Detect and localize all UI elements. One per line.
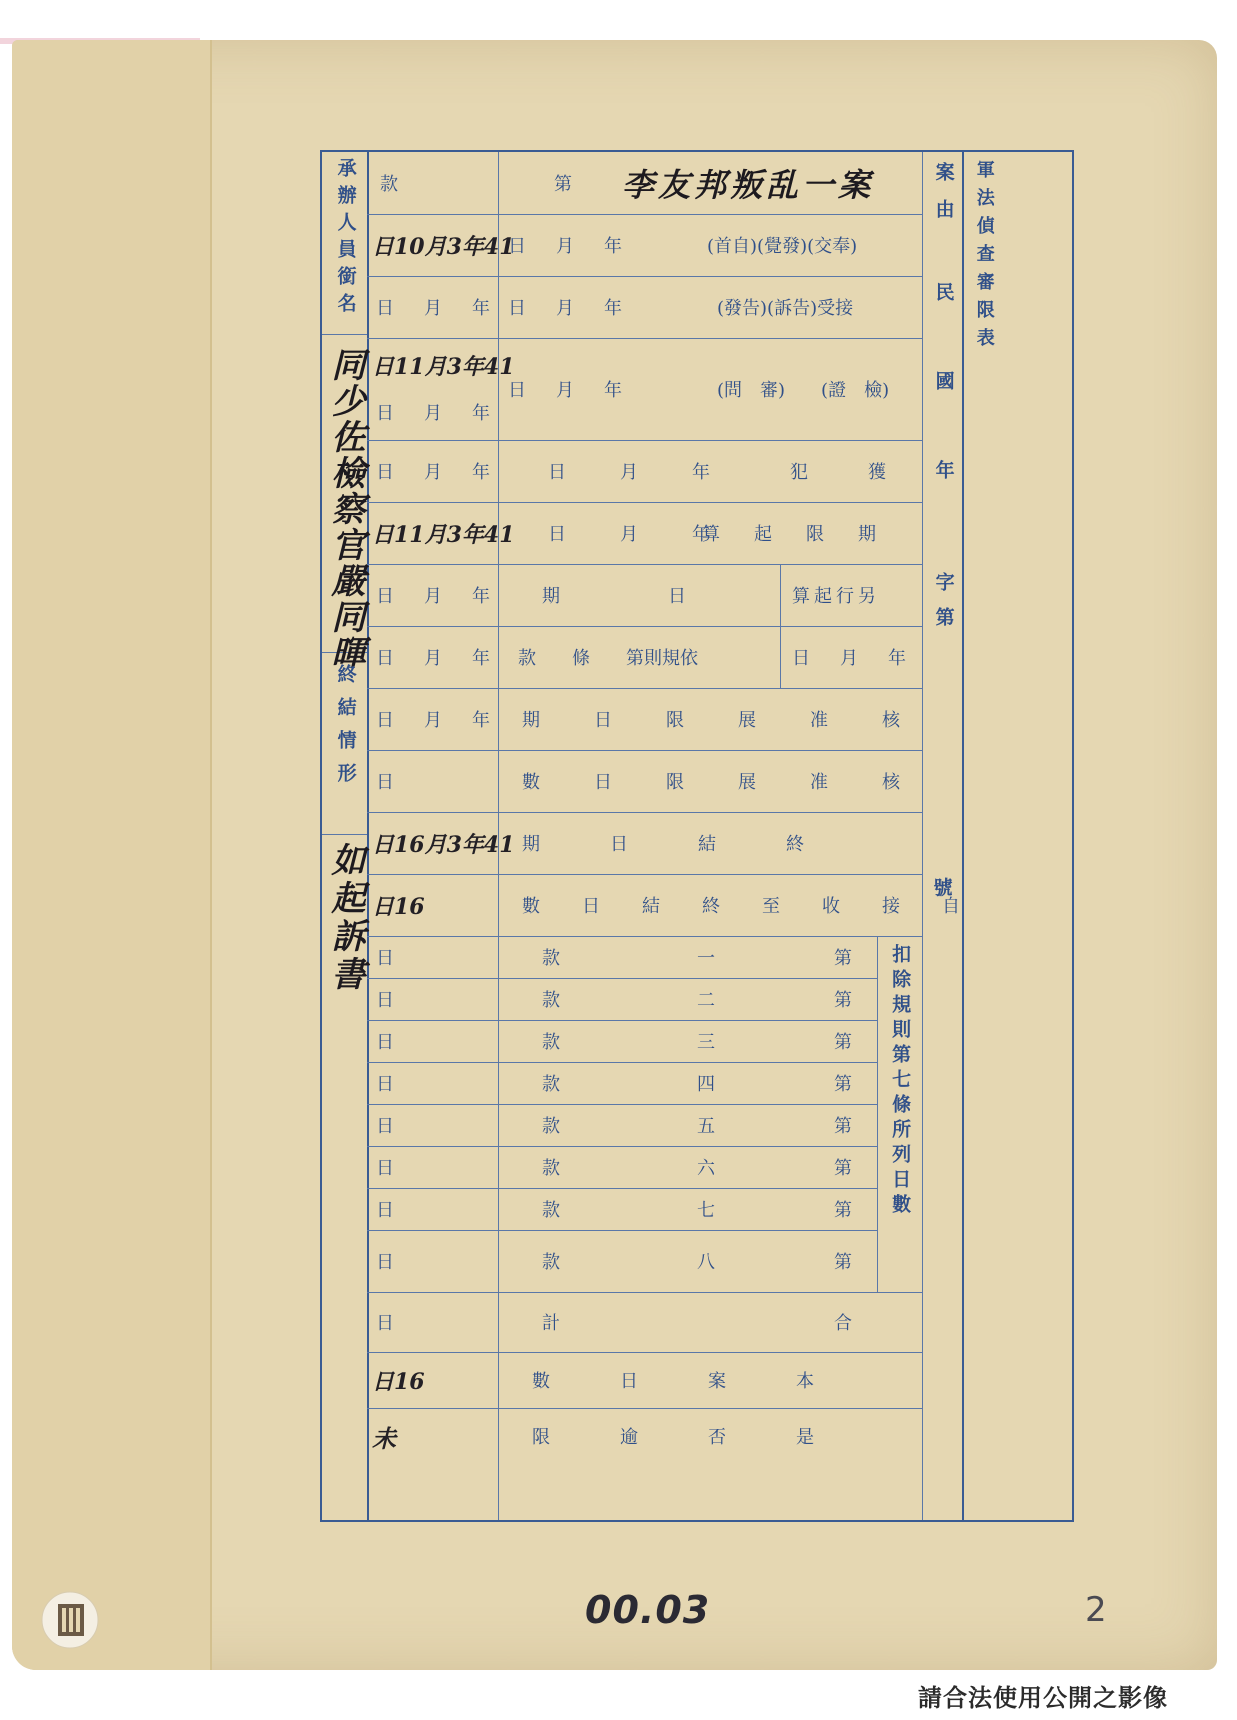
deduct-di: 第	[834, 1116, 852, 1137]
row-4-label: 犯 獲	[790, 462, 894, 483]
outcome-handwritten: 如起訴書	[325, 842, 365, 994]
total-label-b: 合	[834, 1313, 852, 1334]
ymd-row-3: 日 月 年	[508, 380, 628, 401]
outcome-label: 終結情形	[334, 664, 357, 796]
handwritten-code: 00.03	[585, 1588, 711, 1632]
deduct-num: 六	[697, 1158, 715, 1179]
deduct-day: 日	[376, 1252, 394, 1273]
ymd-left-row-2: 日 月 年	[376, 298, 496, 319]
form-title: 軍法偵查審限表	[973, 160, 995, 356]
day-row-9: 日	[376, 772, 394, 793]
total-label-a: 計	[542, 1313, 560, 1334]
deduct-num: 三	[697, 1032, 715, 1053]
ymd-left-row-6: 日 月 年	[376, 586, 496, 607]
deduct-num: 八	[697, 1252, 715, 1273]
row-8-label: 期 日 限 展 准 核	[522, 710, 918, 731]
ymd-left-row-8: 日 月 年	[376, 710, 496, 731]
row-10-label: 期 日 結 終	[522, 834, 808, 855]
kuan-di-header: 款 第	[380, 174, 612, 195]
deduct-kuan: 款	[542, 990, 560, 1011]
deduct-kuan: 款	[542, 948, 560, 969]
row-5-label: 算 起 限 期	[702, 524, 884, 545]
row-11-label: 數 日 結 終 至 收 接 自	[522, 896, 972, 917]
total-day: 日	[376, 1313, 394, 1334]
deduct-di: 第	[834, 1200, 852, 1221]
deduct-kuan: 款	[542, 1032, 560, 1053]
date-row-3-handwritten: 日11月3年41	[372, 353, 515, 380]
ymd-row-2: 日 月 年	[508, 298, 628, 319]
deduct-day: 日	[376, 1200, 394, 1221]
deduct-num: 四	[697, 1074, 715, 1095]
deduct-di: 第	[834, 1252, 852, 1273]
deduct-day: 日	[376, 990, 394, 1011]
case-reason-label: 案由	[932, 162, 955, 236]
officer-label: 承辦人員銜名	[334, 158, 357, 320]
deduct-di: 第	[834, 1074, 852, 1095]
handwritten-page-number: 2	[1085, 1590, 1107, 1630]
row-3-label: (問 審) (證 檢)	[717, 380, 890, 401]
overdue-handwritten: 未	[372, 1423, 396, 1453]
date-row-1-handwritten: 日10月3年41	[372, 233, 515, 260]
overdue-label: 限 逾 否 是	[532, 1427, 818, 1448]
deduct-num: 五	[697, 1116, 715, 1137]
case-days-label: 數 日 案 本	[532, 1371, 818, 1392]
date-row-11-handwritten: 日16	[372, 893, 425, 920]
deduct-di: 第	[834, 990, 852, 1011]
folded-flap	[12, 40, 212, 1670]
deduct-day: 日	[376, 1074, 394, 1095]
military-trial-limit-form	[320, 150, 1074, 1522]
row-2-label: (發告)(訴告)受接	[717, 298, 854, 319]
year-label: 民國年	[932, 282, 955, 549]
row-1-label: (首自)(覺發)(交奉)	[707, 236, 858, 257]
deduct-day: 日	[376, 1158, 394, 1179]
deduct-kuan: 款	[542, 1252, 560, 1273]
row-7-label: 款 條 第則規依	[518, 648, 698, 669]
deduct-kuan: 款	[542, 1074, 560, 1095]
ymd-left-row-4: 日 月 年	[376, 462, 496, 483]
deduct-day: 日	[376, 1032, 394, 1053]
case-days-handwritten: 日16	[372, 1368, 425, 1395]
deduct-num: 七	[697, 1200, 715, 1221]
ymd-row-1: 日 月 年	[508, 236, 628, 257]
deduct-di: 第	[834, 1032, 852, 1053]
ymd-row-5: 日 月 年	[548, 524, 728, 545]
ymd-row-7-right: 日 月 年	[792, 648, 912, 669]
row-9-label: 數 日 限 展 准 核	[522, 772, 918, 793]
row-6-label-a: 期 日	[542, 586, 686, 607]
deduct-kuan: 款	[542, 1158, 560, 1179]
hao-label: 號	[933, 877, 953, 899]
case-reason-handwritten: 李友邦叛乱一案	[622, 166, 875, 204]
ymd-left-row-3: 日 月 年	[376, 403, 496, 424]
date-row-10-handwritten: 日16月3年41	[372, 831, 515, 858]
deduct-num: 二	[697, 990, 715, 1011]
deduct-num: 一	[697, 948, 715, 969]
archive-logo-icon	[40, 1590, 100, 1650]
deduct-kuan: 款	[542, 1116, 560, 1137]
usage-watermark: 請合法使用公開之影像	[918, 1684, 1168, 1712]
number-label: 字第	[932, 572, 955, 642]
ymd-row-4: 日 月 年	[548, 462, 710, 483]
ymd-left-row-7: 日 月 年	[376, 648, 496, 669]
officer-handwritten: 同少佐檢察官嚴同暉	[325, 347, 365, 671]
deduct-kuan: 款	[542, 1200, 560, 1221]
deduct-day: 日	[376, 1116, 394, 1137]
row-6-label-b: 算起行另	[792, 586, 880, 607]
deduct-di: 第	[834, 1158, 852, 1179]
deduct-di: 第	[834, 948, 852, 969]
deduct-day: 日	[376, 948, 394, 969]
date-row-5-handwritten: 日11月3年41	[372, 521, 515, 548]
deduct-label: 扣除規則第七條所列日數	[889, 944, 912, 1219]
